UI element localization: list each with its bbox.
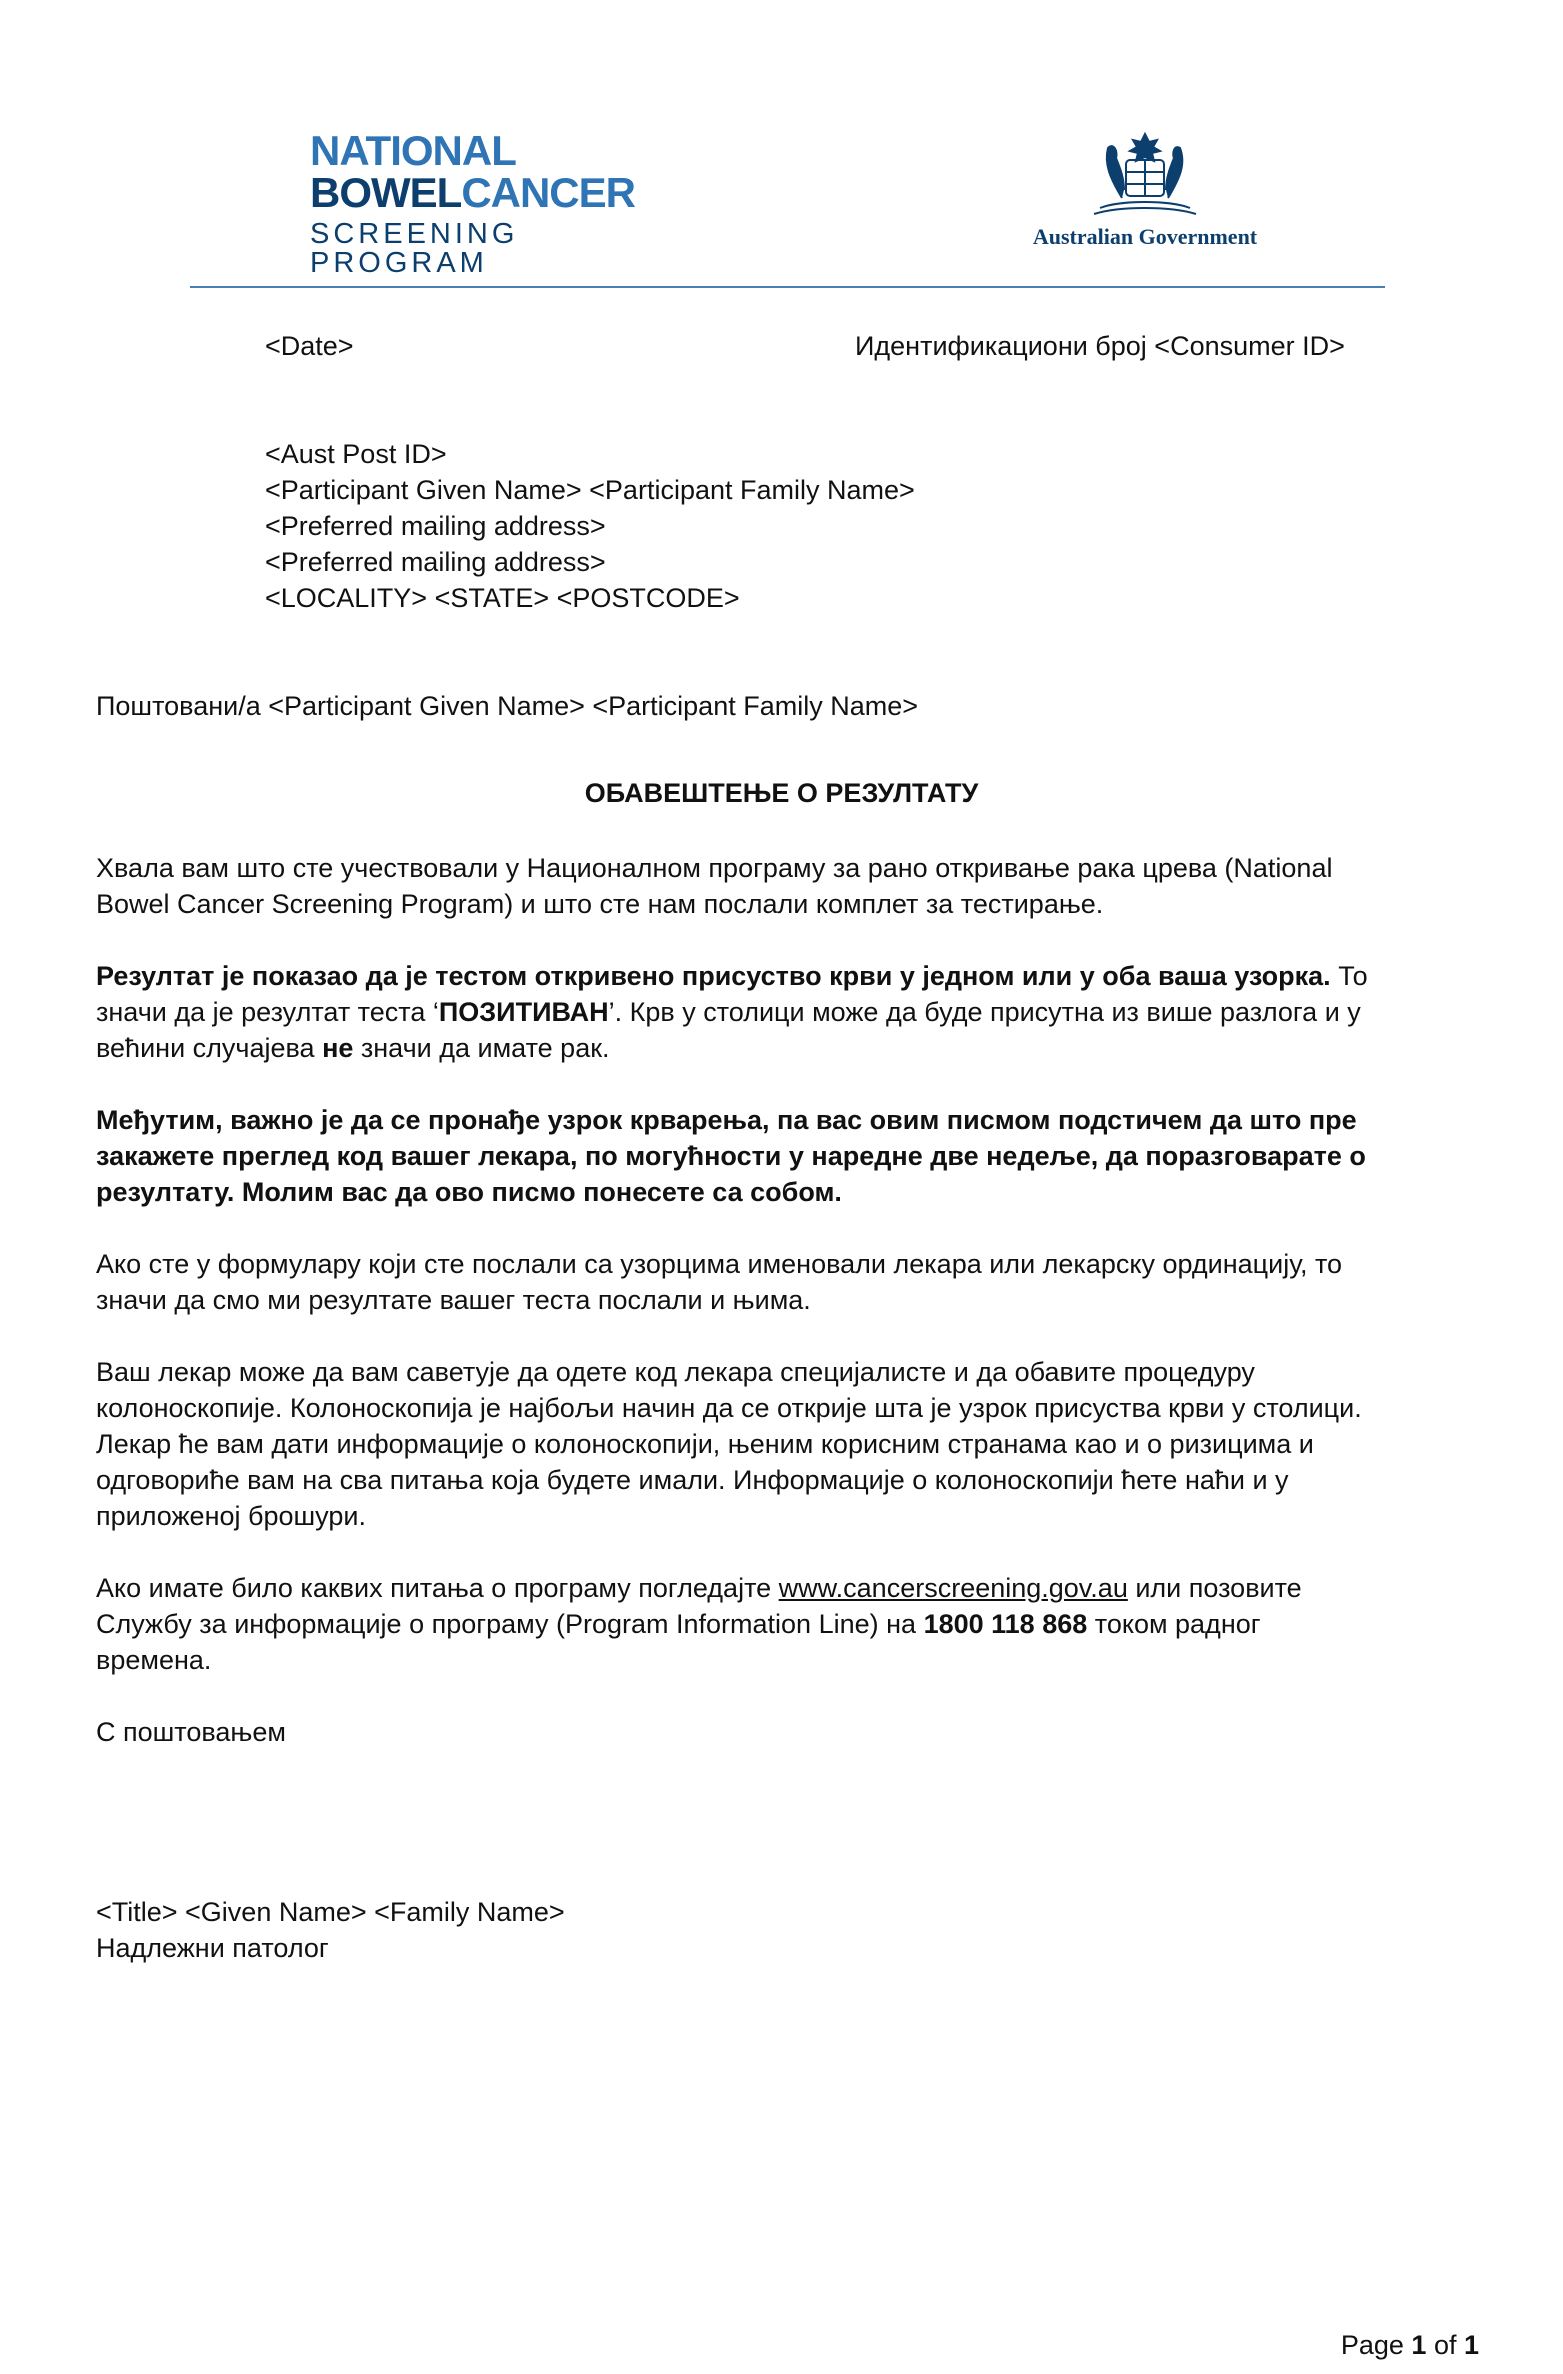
page-number [1341, 2330, 1479, 2361]
text-span: већини случајева [96, 1033, 323, 1063]
website-link[interactable]: www.cancerscreening.gov.au [778, 1573, 1128, 1603]
paragraph-line: Bowel Cancer Screening Program) и што сте нам послали комплет за тестирање. [96, 889, 1104, 919]
paragraph-line: Ако сте у формулару који сте послали са узорцима именовали лекара или лекарску ординацију, то [96, 1249, 1343, 1279]
text-span: То [1330, 961, 1368, 991]
government-logo [1010, 128, 1280, 258]
paragraph-line: колоноскопије. Колоноскопија је најбољи начин да се открије шта је узрок присуства крви у столици. [96, 1393, 1362, 1423]
paragraph-line: Међутим, важно је да се пронађе узрок крварења, па вас овим писмом подстичем да што пре [96, 1105, 1357, 1135]
page-label: Page [1340, 2330, 1412, 2360]
paragraph-line [96, 1606, 1302, 1642]
phone-number: 1800 118 868 [923, 1609, 1088, 1639]
signature-role: Надлежни патолог [96, 1933, 329, 1963]
page-total: 1 [1463, 2330, 1479, 2360]
address-block [265, 436, 915, 616]
paragraph-action [96, 1102, 1366, 1210]
logo-line-3: SCREENING PROGRAM [310, 218, 519, 279]
paragraph-line: одговориће вам на сва питања која будете имали. Информације о колоноскопији ћете наћи и у [96, 1465, 1289, 1495]
paragraph-line: Хвала вам што сте учествовали у Националном програму за рано откривање рака црева (National [96, 853, 1333, 883]
address-line: <LOCALITY> <STATE> <POSTCODE> [265, 583, 740, 613]
paragraph-line: приложеној брошури. [96, 1501, 366, 1531]
paragraph-line [96, 958, 1368, 994]
logo-line-2-part2: CANCER [461, 169, 635, 216]
header-divider [190, 286, 1385, 288]
paragraph-line: значи да смо ми резултате вашег теста послали и њима. [96, 1285, 811, 1315]
paragraph-line [96, 1570, 1302, 1606]
paragraph-colonoscopy [96, 1354, 1362, 1534]
logo-line-2 [310, 169, 670, 216]
emphasis-not: не [322, 1033, 354, 1063]
paragraph-line: резултату. Молим вас да ово писмо понесете са собом. [96, 1177, 842, 1207]
letter-heading: ОБАВЕШТЕЊЕ О РЕЗУЛТАТУ [584, 778, 979, 808]
address-line: <Aust Post ID> [265, 439, 447, 469]
logo-line-1: NATIONAL [310, 127, 516, 174]
page-of: of [1426, 2330, 1464, 2360]
paragraph-line: Ваш лекар може да вам саветује да одете код лекара специјалисте и да обавите процедуру [96, 1357, 1255, 1387]
paragraph-thanks [96, 850, 1332, 922]
address-line: <Preferred mailing address> [265, 547, 606, 577]
signature-block [96, 1894, 565, 1966]
text-span: значи да је резултат теста ‘ [96, 997, 439, 1027]
text-span: или позовите [1127, 1573, 1302, 1603]
address-line: <Preferred mailing address> [265, 511, 606, 541]
paragraph-line: Лекар ће вам дати информације о колоноскопији, њеним корисним странама као и о ризицима и [96, 1429, 1314, 1459]
address-line: <Participant Given Name> <Participant Family Name> [265, 475, 915, 505]
paragraph-doctor-copy [96, 1246, 1342, 1318]
text-span: значи да имате рак. [353, 1033, 610, 1063]
paragraph-line [96, 1030, 1368, 1066]
paragraph-line [96, 994, 1368, 1030]
consumer-id: Идентификациони број <Consumer ID> [855, 331, 1345, 361]
page-current: 1 [1411, 2330, 1427, 2360]
coat-of-arms-icon [1080, 128, 1210, 220]
result-statement: Резултат је показао да је тестом откривено присуство крви у једном или у оба ваша узорка. [96, 961, 1331, 991]
logo-line-2-part1: BOWEL [310, 169, 462, 216]
paragraph-contact [96, 1570, 1302, 1678]
positive-result: ПОЗИТИВАН [438, 997, 609, 1027]
text-span: Ако имате било каквих питања о програму погледајте [96, 1573, 779, 1603]
letter-date: <Date> [265, 331, 354, 361]
paragraph-line: закажете преглед код вашег лекара, по могућности у наредне две недеље, да поразговарате о [96, 1141, 1366, 1171]
text-span: ’. Крв у столици може да буде присутна из више разлога и у [608, 997, 1361, 1027]
government-name: Australian Government [1032, 224, 1258, 249]
closing: С поштовањем [96, 1717, 286, 1747]
text-span: Службу за информације о програму (Program Information Line) на [96, 1609, 924, 1639]
salutation: Поштовани/а <Participant Given Name> <Participant Family Name> [96, 691, 919, 721]
program-logo [310, 127, 670, 279]
paragraph-line: времена. [96, 1645, 212, 1675]
paragraph-result [96, 958, 1368, 1066]
text-span: током радног [1087, 1609, 1261, 1639]
signature-name: <Title> <Given Name> <Family Name> [96, 1897, 565, 1927]
